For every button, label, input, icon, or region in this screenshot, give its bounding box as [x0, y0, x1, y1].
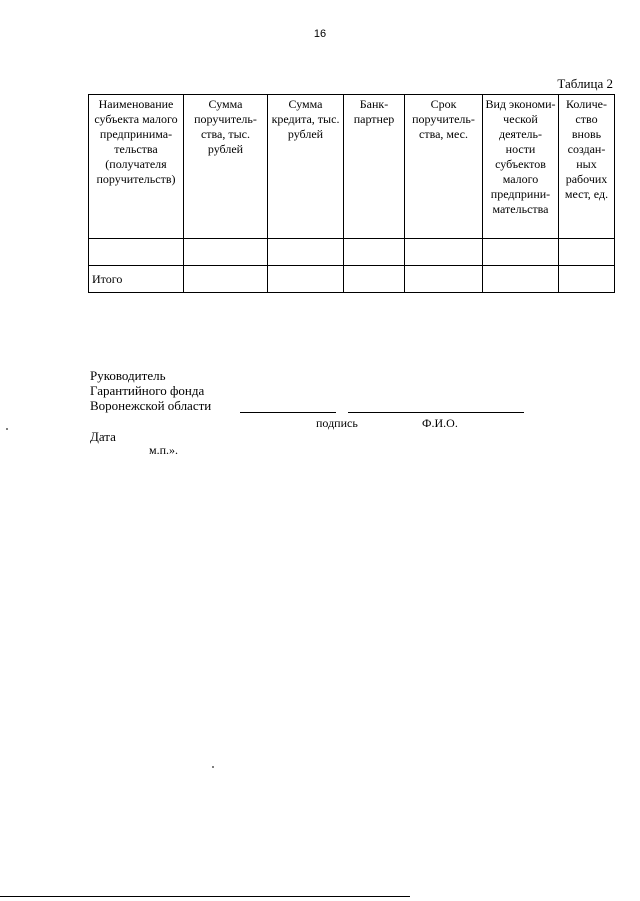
table-cell [405, 266, 483, 293]
table-cell [559, 266, 615, 293]
header-cell-guarantee-term: Срок поручитель-ства, мес. [405, 95, 483, 239]
table-cell [344, 266, 405, 293]
table-cell [559, 239, 615, 266]
header-cell-new-jobs: Количе-ство вновь создан-ных рабочих мест, ед. [559, 95, 615, 239]
footer-rule [0, 896, 410, 897]
header-cell-partner-bank: Банк-партнер [344, 95, 405, 239]
table-caption: Таблица 2 [557, 76, 613, 91]
table-cell [405, 239, 483, 266]
header-cell-recipient: Наименование субъекта малого предпринима-тельства (получателя поручительств) [89, 95, 184, 239]
date-label: Дата [90, 429, 116, 444]
name-line [348, 412, 524, 413]
scan-speck [212, 766, 214, 768]
table-cell [344, 239, 405, 266]
signatory-block [90, 368, 211, 413]
table-cell [268, 239, 344, 266]
table-header-row [89, 95, 615, 239]
total-label: Итого [89, 266, 184, 293]
table-cell [89, 239, 184, 266]
signatory-line-title: Руководитель [90, 368, 166, 383]
stamp-label: м.п.». [149, 443, 179, 457]
table-cell [184, 239, 268, 266]
table-row [89, 239, 615, 266]
header-cell-activity-type: Вид экономи-ческой деятель-ности субъектов малого предприни-мательства [483, 95, 559, 239]
table-total-row [89, 266, 615, 293]
signature-caption: подпись [316, 416, 358, 430]
table-cell [268, 266, 344, 293]
signature-line [240, 412, 336, 413]
report-table [88, 94, 615, 293]
table-cell [483, 266, 559, 293]
signatory-line-region: Воронежской области [90, 398, 212, 413]
table-cell [184, 266, 268, 293]
scan-speck [6, 428, 8, 430]
page-number: 16 [313, 28, 327, 40]
name-caption: Ф.И.О. [422, 416, 458, 430]
header-cell-credit-amount: Сумма кредита, тыс. рублей [268, 95, 344, 239]
header-cell-guarantee-amount: Сумма поручитель-ства, тыс. рублей [184, 95, 268, 239]
signatory-line-organization: Гарантийного фонда [90, 383, 205, 398]
table-cell [483, 239, 559, 266]
